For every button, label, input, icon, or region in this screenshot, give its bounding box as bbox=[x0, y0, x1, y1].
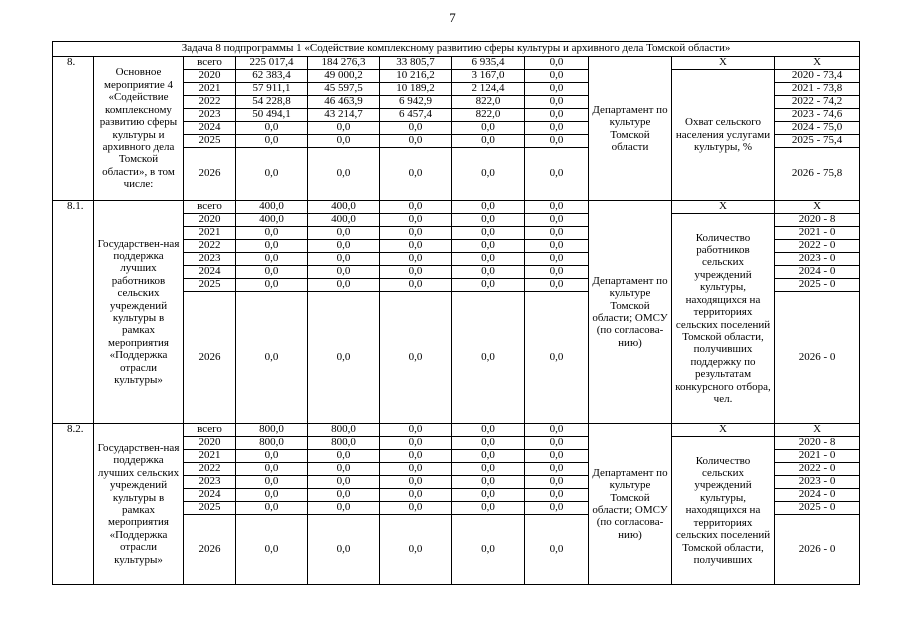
federal-budget-cell: 184 276,3 bbox=[308, 57, 380, 70]
local-budget-cell: 0,0 bbox=[452, 489, 525, 502]
federal-budget-cell: 0,0 bbox=[308, 463, 380, 476]
federal-budget-cell: 45 597,5 bbox=[308, 83, 380, 96]
year-cell: 2022 bbox=[184, 463, 236, 476]
other-sources-cell: 0,0 bbox=[525, 463, 589, 476]
other-sources-cell: 0,0 bbox=[525, 70, 589, 83]
regional-budget-cell: 0,0 bbox=[380, 253, 452, 266]
total-cell: 0,0 bbox=[236, 292, 308, 424]
other-sources-cell: 0,0 bbox=[525, 502, 589, 515]
regional-budget-cell: 0,0 bbox=[380, 201, 452, 214]
program-table bbox=[52, 41, 860, 585]
indicator-value-cell: X bbox=[775, 424, 860, 437]
total-cell: 0,0 bbox=[236, 515, 308, 585]
other-sources-cell: 0,0 bbox=[525, 476, 589, 489]
total-cell: 800,0 bbox=[236, 437, 308, 450]
year-cell: всего bbox=[184, 424, 236, 437]
regional-budget-cell: 0,0 bbox=[380, 122, 452, 135]
year-cell: 2020 bbox=[184, 70, 236, 83]
regional-budget-cell: 0,0 bbox=[380, 450, 452, 463]
regional-budget-cell: 0,0 bbox=[380, 135, 452, 148]
year-cell: 2021 bbox=[184, 83, 236, 96]
year-cell: 2023 bbox=[184, 476, 236, 489]
other-sources-cell: 0,0 bbox=[525, 266, 589, 279]
total-cell: 0,0 bbox=[236, 253, 308, 266]
indicator-head-cell: X bbox=[672, 57, 775, 70]
federal-budget-cell: 0,0 bbox=[308, 476, 380, 489]
local-budget-cell: 0,0 bbox=[452, 227, 525, 240]
indicator-value-cell: 2025 - 0 bbox=[775, 502, 860, 515]
year-cell: 2026 bbox=[184, 292, 236, 424]
other-sources-cell: 0,0 bbox=[525, 148, 589, 201]
indicator-cell: Количество сельских учреждений культуры, находящихся на территориях сельских поселений Томской области, получивших bbox=[672, 437, 775, 585]
regional-budget-cell: 0,0 bbox=[380, 424, 452, 437]
local-budget-cell: 6 935,4 bbox=[452, 57, 525, 70]
table-row bbox=[53, 424, 860, 437]
other-sources-cell: 0,0 bbox=[525, 292, 589, 424]
regional-budget-cell: 0,0 bbox=[380, 148, 452, 201]
total-cell: 0,0 bbox=[236, 240, 308, 253]
local-budget-cell: 0,0 bbox=[452, 424, 525, 437]
federal-budget-cell: 0,0 bbox=[308, 502, 380, 515]
regional-budget-cell: 0,0 bbox=[380, 279, 452, 292]
year-cell: 2024 bbox=[184, 122, 236, 135]
page-number: 7 bbox=[449, 10, 456, 25]
indicator-value-cell: 2024 - 0 bbox=[775, 489, 860, 502]
indicator-cell: Количество работников сельских учреждений культуры, находящихся на территориях сельских поселений Томской области, получивших поддержку по результатам конкурсного отбора, чел. bbox=[672, 214, 775, 424]
indicator-value-cell: 2025 - 0 bbox=[775, 279, 860, 292]
total-cell: 0,0 bbox=[236, 450, 308, 463]
section-name: Основное мероприятие 4 «Содействие комплексному развитию сферы культуры и архивного дела Томской области», в том числе: bbox=[94, 57, 184, 201]
local-budget-cell: 0,0 bbox=[452, 292, 525, 424]
regional-budget-cell: 33 805,7 bbox=[380, 57, 452, 70]
indicator-head-cell: X bbox=[672, 201, 775, 214]
federal-budget-cell: 49 000,2 bbox=[308, 70, 380, 83]
local-budget-cell: 0,0 bbox=[452, 279, 525, 292]
local-budget-cell: 0,0 bbox=[452, 476, 525, 489]
year-cell: 2025 bbox=[184, 279, 236, 292]
federal-budget-cell: 0,0 bbox=[308, 292, 380, 424]
local-budget-cell: 0,0 bbox=[452, 463, 525, 476]
indicator-value-cell: 2026 - 75,8 bbox=[775, 148, 860, 201]
total-cell: 400,0 bbox=[236, 201, 308, 214]
task-title: Задача 8 подпрограммы 1 «Содействие комплексному развитию сферы культуры и архивного дела Томской области» bbox=[53, 42, 860, 57]
federal-budget-cell: 800,0 bbox=[308, 437, 380, 450]
federal-budget-cell: 400,0 bbox=[308, 201, 380, 214]
federal-budget-cell: 800,0 bbox=[308, 424, 380, 437]
total-cell: 0,0 bbox=[236, 476, 308, 489]
regional-budget-cell: 0,0 bbox=[380, 515, 452, 585]
year-cell: 2023 bbox=[184, 253, 236, 266]
year-cell: 2025 bbox=[184, 135, 236, 148]
total-cell: 0,0 bbox=[236, 122, 308, 135]
department-cell: Департамент по культуре Томской области; ОМСУ (по согласова-нию) bbox=[589, 201, 672, 424]
indicator-value-cell: 2025 - 75,4 bbox=[775, 135, 860, 148]
indicator-value-cell: 2020 - 73,4 bbox=[775, 70, 860, 83]
section-number: 8.1. bbox=[53, 201, 94, 424]
federal-budget-cell: 0,0 bbox=[308, 122, 380, 135]
total-cell: 54 228,8 bbox=[236, 96, 308, 109]
indicator-value-cell: 2021 - 73,8 bbox=[775, 83, 860, 96]
regional-budget-cell: 0,0 bbox=[380, 214, 452, 227]
year-cell: 2021 bbox=[184, 450, 236, 463]
local-budget-cell: 0,0 bbox=[452, 135, 525, 148]
indicator-value-cell: 2022 - 0 bbox=[775, 463, 860, 476]
federal-budget-cell: 43 214,7 bbox=[308, 109, 380, 122]
local-budget-cell: 3 167,0 bbox=[452, 70, 525, 83]
regional-budget-cell: 10 189,2 bbox=[380, 83, 452, 96]
other-sources-cell: 0,0 bbox=[525, 201, 589, 214]
total-cell: 0,0 bbox=[236, 463, 308, 476]
year-cell: 2020 bbox=[184, 437, 236, 450]
indicator-value-cell: 2024 - 75,0 bbox=[775, 122, 860, 135]
other-sources-cell: 0,0 bbox=[525, 57, 589, 70]
local-budget-cell: 0,0 bbox=[452, 122, 525, 135]
regional-budget-cell: 0,0 bbox=[380, 292, 452, 424]
indicator-value-cell: 2023 - 74,6 bbox=[775, 109, 860, 122]
indicator-value-cell: 2026 - 0 bbox=[775, 515, 860, 585]
total-cell: 50 494,1 bbox=[236, 109, 308, 122]
regional-budget-cell: 10 216,2 bbox=[380, 70, 452, 83]
other-sources-cell: 0,0 bbox=[525, 450, 589, 463]
local-budget-cell: 0,0 bbox=[452, 240, 525, 253]
total-cell: 800,0 bbox=[236, 424, 308, 437]
indicator-value-cell: 2022 - 0 bbox=[775, 240, 860, 253]
department-cell: Департамент по культуре Томской области bbox=[589, 57, 672, 201]
other-sources-cell: 0,0 bbox=[525, 489, 589, 502]
local-budget-cell: 0,0 bbox=[452, 437, 525, 450]
local-budget-cell: 822,0 bbox=[452, 109, 525, 122]
section-number: 8.2. bbox=[53, 424, 94, 585]
local-budget-cell: 0,0 bbox=[452, 515, 525, 585]
local-budget-cell: 0,0 bbox=[452, 201, 525, 214]
indicator-value-cell: 2026 - 0 bbox=[775, 292, 860, 424]
indicator-value-cell: 2024 - 0 bbox=[775, 266, 860, 279]
year-cell: 2026 bbox=[184, 148, 236, 201]
table-row bbox=[53, 57, 860, 70]
table-row bbox=[53, 201, 860, 214]
federal-budget-cell: 0,0 bbox=[308, 489, 380, 502]
federal-budget-cell: 400,0 bbox=[308, 214, 380, 227]
federal-budget-cell: 0,0 bbox=[308, 266, 380, 279]
local-budget-cell: 0,0 bbox=[452, 148, 525, 201]
year-cell: 2026 bbox=[184, 515, 236, 585]
local-budget-cell: 0,0 bbox=[452, 253, 525, 266]
total-cell: 0,0 bbox=[236, 266, 308, 279]
total-cell: 0,0 bbox=[236, 148, 308, 201]
other-sources-cell: 0,0 bbox=[525, 227, 589, 240]
other-sources-cell: 0,0 bbox=[525, 515, 589, 585]
indicator-value-cell: 2023 - 0 bbox=[775, 476, 860, 489]
other-sources-cell: 0,0 bbox=[525, 424, 589, 437]
indicator-value-cell: 2020 - 8 bbox=[775, 437, 860, 450]
indicator-head-cell: X bbox=[672, 424, 775, 437]
indicator-value-cell: 2021 - 0 bbox=[775, 227, 860, 240]
regional-budget-cell: 0,0 bbox=[380, 489, 452, 502]
local-budget-cell: 2 124,4 bbox=[452, 83, 525, 96]
year-cell: 2024 bbox=[184, 489, 236, 502]
department-cell: Департамент по культуре Томской области; ОМСУ (по согласова-нию) bbox=[589, 424, 672, 585]
total-cell: 400,0 bbox=[236, 214, 308, 227]
indicator-cell: Охват сельского населения услугами культуры, % bbox=[672, 70, 775, 201]
other-sources-cell: 0,0 bbox=[525, 253, 589, 266]
local-budget-cell: 0,0 bbox=[452, 450, 525, 463]
regional-budget-cell: 0,0 bbox=[380, 240, 452, 253]
table-body bbox=[53, 42, 860, 585]
indicator-value-cell: 2022 - 74,2 bbox=[775, 96, 860, 109]
regional-budget-cell: 0,0 bbox=[380, 266, 452, 279]
other-sources-cell: 0,0 bbox=[525, 214, 589, 227]
year-cell: всего bbox=[184, 57, 236, 70]
federal-budget-cell: 0,0 bbox=[308, 240, 380, 253]
local-budget-cell: 0,0 bbox=[452, 502, 525, 515]
total-cell: 0,0 bbox=[236, 489, 308, 502]
indicator-value-cell: 2020 - 8 bbox=[775, 214, 860, 227]
other-sources-cell: 0,0 bbox=[525, 109, 589, 122]
federal-budget-cell: 0,0 bbox=[308, 450, 380, 463]
year-cell: 2022 bbox=[184, 240, 236, 253]
federal-budget-cell: 0,0 bbox=[308, 227, 380, 240]
other-sources-cell: 0,0 bbox=[525, 240, 589, 253]
section-name: Государствен-ная поддержка лучших работников сельских учреждений культуры в рамках мероприятия «Поддержка отрасли культуры» bbox=[94, 201, 184, 424]
local-budget-cell: 0,0 bbox=[452, 214, 525, 227]
total-cell: 0,0 bbox=[236, 227, 308, 240]
local-budget-cell: 0,0 bbox=[452, 266, 525, 279]
section-name: Государствен-ная поддержка лучших сельских учреждений культуры в рамках мероприятия «Поддержка отрасли культуры» bbox=[94, 424, 184, 585]
total-cell: 0,0 bbox=[236, 279, 308, 292]
total-cell: 225 017,4 bbox=[236, 57, 308, 70]
other-sources-cell: 0,0 bbox=[525, 279, 589, 292]
year-cell: 2020 bbox=[184, 214, 236, 227]
section-number: 8. bbox=[53, 57, 94, 201]
indicator-value-cell: X bbox=[775, 57, 860, 70]
year-cell: 2025 bbox=[184, 502, 236, 515]
federal-budget-cell: 0,0 bbox=[308, 148, 380, 201]
total-cell: 0,0 bbox=[236, 135, 308, 148]
year-cell: 2023 bbox=[184, 109, 236, 122]
indicator-value-cell: 2023 - 0 bbox=[775, 253, 860, 266]
year-cell: 2021 bbox=[184, 227, 236, 240]
other-sources-cell: 0,0 bbox=[525, 83, 589, 96]
total-cell: 62 383,4 bbox=[236, 70, 308, 83]
federal-budget-cell: 0,0 bbox=[308, 135, 380, 148]
regional-budget-cell: 0,0 bbox=[380, 227, 452, 240]
local-budget-cell: 822,0 bbox=[452, 96, 525, 109]
regional-budget-cell: 6 942,9 bbox=[380, 96, 452, 109]
other-sources-cell: 0,0 bbox=[525, 437, 589, 450]
year-cell: 2022 bbox=[184, 96, 236, 109]
federal-budget-cell: 0,0 bbox=[308, 253, 380, 266]
year-cell: всего bbox=[184, 201, 236, 214]
other-sources-cell: 0,0 bbox=[525, 96, 589, 109]
total-cell: 0,0 bbox=[236, 502, 308, 515]
indicator-value-cell: X bbox=[775, 201, 860, 214]
regional-budget-cell: 0,0 bbox=[380, 437, 452, 450]
task-title-row bbox=[53, 42, 860, 57]
indicator-value-cell: 2021 - 0 bbox=[775, 450, 860, 463]
regional-budget-cell: 0,0 bbox=[380, 476, 452, 489]
total-cell: 57 911,1 bbox=[236, 83, 308, 96]
other-sources-cell: 0,0 bbox=[525, 122, 589, 135]
year-cell: 2024 bbox=[184, 266, 236, 279]
regional-budget-cell: 0,0 bbox=[380, 502, 452, 515]
federal-budget-cell: 46 463,9 bbox=[308, 96, 380, 109]
other-sources-cell: 0,0 bbox=[525, 135, 589, 148]
regional-budget-cell: 6 457,4 bbox=[380, 109, 452, 122]
regional-budget-cell: 0,0 bbox=[380, 463, 452, 476]
federal-budget-cell: 0,0 bbox=[308, 515, 380, 585]
federal-budget-cell: 0,0 bbox=[308, 279, 380, 292]
